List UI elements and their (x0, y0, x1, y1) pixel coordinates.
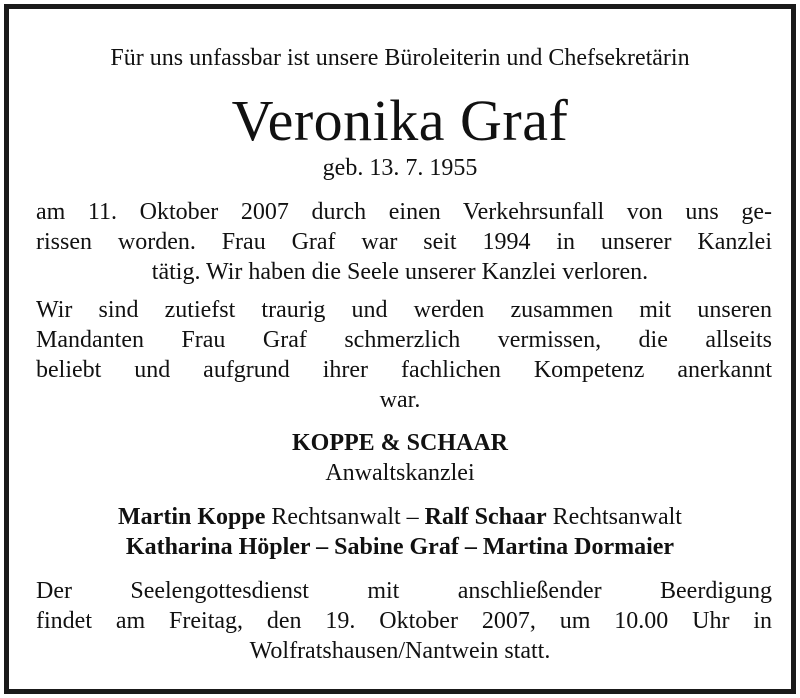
paragraph-2-line-1: Wir sind zutiefst traurig und werden zusammen mit unseren (36, 297, 772, 323)
paragraph-2-line-2: Mandanten Frau Graf schmerzlich vermissen, die allseits (36, 327, 772, 353)
paragraph-1-line-1: am 11. Oktober 2007 durch einen Verkehrsunfall von uns ge- (36, 199, 772, 225)
partner-2-name: Ralf Schaar (424, 504, 547, 530)
staff-line: Katharina Höpler – Sabine Graf – Martina Dormaier (125, 534, 675, 560)
firm-name: KOPPE & SCHAAR (292, 430, 508, 456)
service-line-3: Wolfratshausen/Nantwein statt. (249, 638, 551, 664)
firm-type: Anwaltskanzlei (325, 460, 475, 486)
paragraph-1-line-2: rissen worden. Frau Graf war seit 1994 in unserer Kanzlei (36, 229, 772, 255)
paragraph-2-line-4: war. (379, 387, 421, 413)
partner-2-title: Rechtsanwalt (552, 504, 682, 530)
birth-date: geb. 13. 7. 1955 (322, 155, 478, 181)
deceased-name: Veronika Graf (231, 88, 569, 153)
paragraph-2-line-3: beliebt und aufgrund ihrer fachlichen Kompetenz anerkannt (36, 357, 772, 383)
partner-1-name: Martin Koppe (118, 504, 266, 530)
partner-1-title: Rechtsanwalt (271, 504, 401, 530)
paragraph-1-line-3: tätig. Wir haben die Seele unserer Kanzlei verloren. (151, 259, 649, 285)
partners-line (9, 503, 791, 531)
service-line-2: findet am Freitag, den 19. Oktober 2007, um 10.00 Uhr in (36, 608, 772, 634)
service-line-1: Der Seelengottesdienst mit anschließender Beerdigung (36, 578, 772, 604)
intro-line: Für uns unfassbar ist unsere Büroleiterin und Chefsekretärin (110, 45, 690, 71)
partners-separator: – (406, 504, 419, 530)
obituary-notice (4, 4, 796, 694)
